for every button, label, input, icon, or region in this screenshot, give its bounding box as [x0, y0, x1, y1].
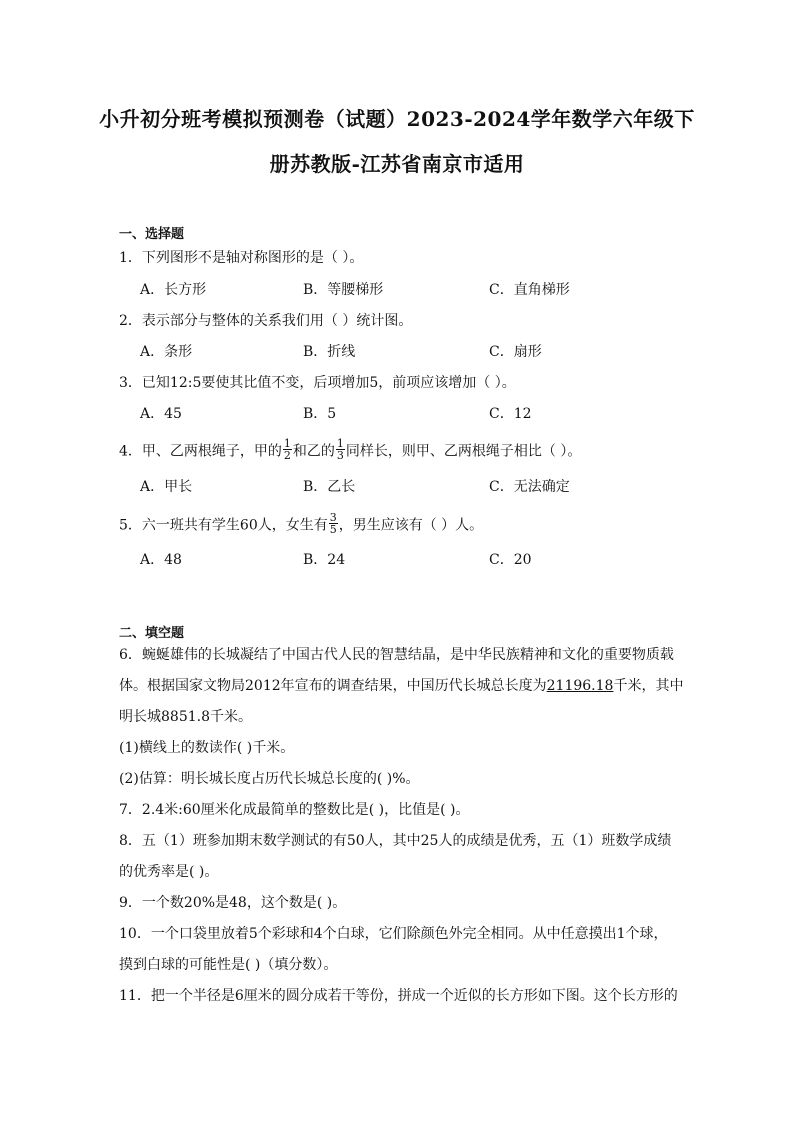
fraction-numerator: 3 — [329, 511, 337, 524]
question-9: 9．一个数20%是48，这个数是( )。 — [119, 895, 347, 911]
fraction-numerator: 1 — [336, 437, 344, 450]
question-1-option-c: C．直角梯形 — [489, 282, 570, 298]
question-5-stem — [119, 511, 484, 537]
question-6-line-2-part-a: 体。根据国家文物局2012年宣布的调查结果，中国历代长城总长度为 — [119, 678, 547, 694]
fraction-denominator: 5 — [329, 523, 337, 536]
question-1-option-a: A．长方形 — [140, 282, 207, 298]
question-4-stem — [119, 437, 582, 463]
question-4-option-b: B．乙长 — [303, 479, 356, 495]
question-10-line-1: 10．一个口袋里放着5个彩球和4个白球，它们除颜色外完全相同。从中任意摸出1个球， — [119, 926, 668, 942]
question-6-line-2-part-b: 千米，其中 — [613, 678, 684, 694]
question-4-option-a: A．甲长 — [140, 479, 193, 495]
question-7: 7．2.4米:60厘米化成最简单的整数比是( )，比值是( )。 — [119, 802, 470, 818]
question-1-option-b: B．等腰梯形 — [303, 282, 384, 298]
question-1-stem: 1．下列图形不是轴对称图形的是（ ）。 — [119, 250, 364, 266]
page-title-line-2: 册苏教版-江苏省南京市适用 — [269, 152, 525, 176]
question-4-stem-part-c: 同样长，则甲、乙两根绳子相比（ ）。 — [345, 443, 582, 460]
question-3-stem: 3．已知12:5要使其比值不变，后项增加5，前项应该增加（ ）。 — [119, 375, 516, 391]
question-2-option-b: B．折线 — [303, 344, 356, 360]
fraction-denominator: 2 — [283, 449, 291, 462]
question-2-stem: 2．表示部分与整体的关系我们用（ ）统计图。 — [119, 313, 413, 329]
question-3-option-b: B．5 — [303, 406, 337, 422]
question-4-option-c: C．无法确定 — [489, 479, 570, 495]
question-4-stem-part-a: 4．甲、乙两根绳子，甲的 — [119, 443, 282, 460]
section-heading-choice: 一、选择题 — [119, 227, 185, 242]
question-8-line-1: 8．五（1）班参加期末数学测试的有50人，其中25人的成绩是优秀，五（1）班数学成绩 — [119, 833, 672, 849]
question-11: 11．把一个半径是6厘米的圆分成若干等份，拼成一个近似的长方形如下图。这个长方形的 — [119, 988, 678, 1004]
question-5-stem-part-a: 5．六一班共有学生60人，女生有 — [119, 517, 328, 534]
question-6-line-1: 6．蜿蜒雄伟的长城凝结了中国古代人民的智慧结晶，是中华民族精神和文化的重要物质载 — [119, 647, 674, 663]
question-4-stem-part-b: 和乙的 — [292, 443, 335, 460]
question-6-line-2 — [119, 677, 683, 695]
fraction-three-fifths — [329, 512, 338, 535]
fraction-numerator: 1 — [283, 437, 291, 450]
question-2-option-c: C．扇形 — [489, 344, 542, 360]
question-6-sub-2: (2)估算：明长城长度占历代长城总长度的( )%。 — [119, 771, 420, 787]
question-3-option-a: A．45 — [140, 406, 182, 422]
question-8-line-2: 的优秀率是( )。 — [119, 864, 219, 880]
fraction-one-half — [283, 438, 292, 461]
fraction-one-third — [336, 438, 345, 461]
question-6-line-3: 明长城8851.8千米。 — [119, 709, 252, 725]
section-heading-fill-in: 二、填空题 — [119, 626, 185, 641]
question-2-option-a: A．条形 — [140, 344, 193, 360]
underlined-number: 21196.18 — [546, 678, 614, 694]
question-5-option-b: B．24 — [303, 552, 346, 568]
question-5-option-c: C．20 — [489, 552, 532, 568]
question-6-sub-1: (1)横线上的数读作( )千米。 — [119, 740, 295, 756]
question-5-stem-part-c: ，男生应该有（ ）人。 — [338, 517, 484, 534]
question-5-option-a: A．48 — [140, 552, 182, 568]
question-10-line-2: 摸到白球的可能性是( )（填分数）。 — [119, 957, 338, 973]
page-title-line-1: 小升初分班考模拟预测卷（试题）2023-2024学年数学六年级下 — [99, 107, 695, 131]
question-3-option-c: C．12 — [489, 406, 532, 422]
fraction-denominator: 3 — [336, 449, 344, 462]
